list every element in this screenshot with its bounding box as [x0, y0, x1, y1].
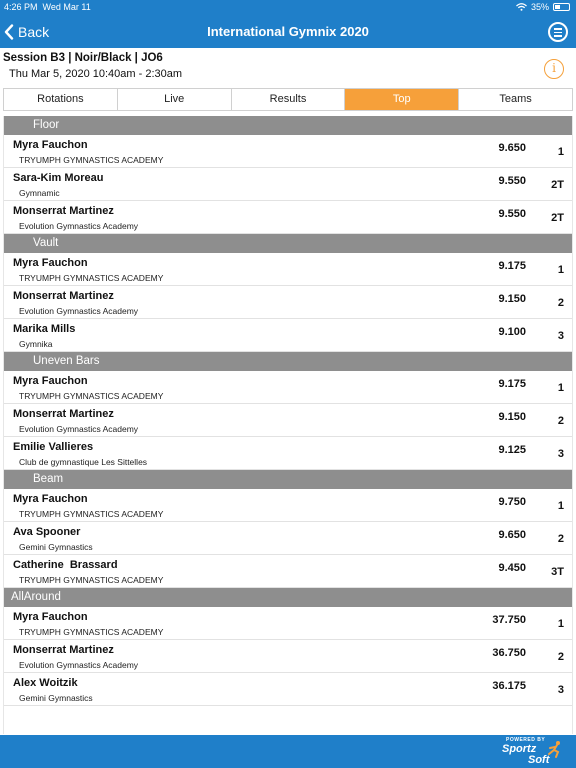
session-header: [0, 48, 576, 88]
athlete-name: Monserrat Martinez: [13, 205, 114, 217]
athlete-name: Emilie Vallieres: [13, 441, 94, 453]
athlete-club: TRYUMPH GYMNASTICS ACADEMY: [19, 273, 164, 283]
list-item[interactable]: [4, 286, 572, 319]
athlete-rank: 3: [557, 448, 564, 460]
athlete-score: 9.125: [498, 444, 526, 456]
athlete-rank: 2: [557, 297, 564, 309]
athlete-rank: 2T: [551, 212, 564, 224]
section-header-beam: Beam: [4, 470, 572, 489]
brand-logo[interactable]: [500, 737, 564, 767]
athlete-club: Evolution Gymnastics Academy: [19, 660, 139, 670]
athlete-name: Sara-Kim Moreau: [13, 172, 104, 184]
athlete-name: Monserrat Martinez: [13, 408, 114, 420]
athlete-name: Myra Fauchon: [13, 375, 88, 387]
list-item[interactable]: [4, 371, 572, 404]
athlete-club: Evolution Gymnastics Academy: [19, 221, 139, 231]
athlete-club: Gemini Gymnastics: [19, 542, 93, 552]
brand-name-part1: Sportz: [502, 743, 537, 755]
athlete-score: 9.750: [498, 496, 526, 508]
athlete-name: Myra Fauchon: [13, 493, 88, 505]
section-header-floor: Floor: [4, 116, 572, 135]
athlete-rank: 1: [557, 146, 564, 158]
list-item[interactable]: [4, 437, 572, 470]
status-right: [516, 2, 570, 12]
athlete-club: Evolution Gymnastics Academy: [19, 306, 139, 316]
athlete-score: 9.550: [498, 208, 526, 220]
tab-results[interactable]: Results: [232, 89, 346, 110]
athlete-club: Gymnika: [19, 339, 53, 349]
athlete-rank: 1: [557, 618, 564, 630]
session-datetime: Thu Mar 5, 2020 10:40am - 2:30am: [9, 68, 183, 80]
athlete-rank: 2T: [551, 179, 564, 191]
athlete-rank: 3: [557, 330, 564, 342]
athlete-score: 36.175: [492, 680, 526, 692]
athlete-name: Myra Fauchon: [13, 611, 88, 623]
athlete-rank: 3: [557, 684, 564, 696]
athlete-rank: 1: [557, 500, 564, 512]
athlete-score: 9.650: [498, 142, 526, 154]
powered-by-label: POWERED BY: [506, 737, 546, 743]
footer-bar: [0, 735, 576, 768]
section-header-allaround: AllAround: [4, 588, 572, 607]
athlete-score: 9.550: [498, 175, 526, 187]
athlete-score: 9.150: [498, 411, 526, 423]
nav-bar: [0, 16, 576, 48]
athlete-name: Alex Woitzik: [13, 677, 78, 689]
athlete-name: Catherine Brassard: [13, 559, 118, 571]
section-header-uneven-bars: Uneven Bars: [4, 352, 572, 371]
athlete-club: TRYUMPH GYMNASTICS ACADEMY: [19, 155, 164, 165]
list-item[interactable]: [4, 673, 572, 706]
athlete-rank: 2: [557, 415, 564, 427]
athlete-score: 9.175: [498, 260, 526, 272]
athlete-name: Monserrat Martinez: [13, 644, 114, 656]
back-label: Back: [18, 24, 50, 40]
list-item[interactable]: [4, 135, 572, 168]
athlete-club: TRYUMPH GYMNASTICS ACADEMY: [19, 391, 164, 401]
list-item[interactable]: [4, 201, 572, 234]
section-header-vault: Vault: [4, 234, 572, 253]
tab-bar: [3, 88, 573, 111]
info-icon[interactable]: i: [544, 59, 564, 79]
list-item[interactable]: [4, 319, 572, 352]
list-item[interactable]: [4, 489, 572, 522]
tab-top[interactable]: Top: [345, 89, 459, 110]
athlete-name: Marika Mills: [13, 323, 76, 335]
tab-teams[interactable]: Teams: [499, 93, 532, 105]
battery-percent: 35%: [530, 2, 549, 12]
athlete-name: Myra Fauchon: [13, 257, 88, 269]
status-bar: [0, 0, 576, 16]
athlete-club: TRYUMPH GYMNASTICS ACADEMY: [19, 575, 164, 585]
tab-live[interactable]: Live: [118, 89, 232, 110]
athlete-score: 36.750: [492, 647, 526, 659]
athlete-rank: 2: [557, 651, 564, 663]
athlete-rank: 2: [557, 533, 564, 545]
athlete-club: Gymnamic: [19, 188, 60, 198]
page-title: International Gymnix 2020: [207, 24, 369, 39]
athlete-rank: 3T: [551, 566, 564, 578]
list-item[interactable]: [4, 404, 572, 437]
results-list[interactable]: [3, 116, 573, 734]
athlete-club: TRYUMPH GYMNASTICS ACADEMY: [19, 627, 164, 637]
athlete-club: Evolution Gymnastics Academy: [19, 424, 139, 434]
menu-icon[interactable]: [548, 22, 568, 42]
wifi-icon: [516, 3, 527, 11]
list-item[interactable]: [4, 522, 572, 555]
athlete-club: TRYUMPH GYMNASTICS ACADEMY: [19, 509, 164, 519]
athlete-score: 9.175: [498, 378, 526, 390]
athlete-name: Myra Fauchon: [13, 139, 88, 151]
athlete-score: 9.100: [498, 326, 526, 338]
battery-icon: [553, 3, 570, 11]
list-item[interactable]: [4, 168, 572, 201]
brand-name-part2: Soft: [528, 754, 550, 766]
session-title: Session B3 | Noir/Black | JO6: [3, 52, 163, 64]
athlete-club: Gemini Gymnastics: [19, 693, 93, 703]
athlete-rank: 1: [557, 382, 564, 394]
athlete-name: Monserrat Martinez: [13, 290, 114, 302]
athlete-club: Club de gymnastique Les Sittelles: [19, 457, 148, 467]
list-item[interactable]: [4, 555, 572, 588]
athlete-rank: 1: [557, 264, 564, 276]
tab-rotations[interactable]: Rotations: [4, 89, 118, 110]
athlete-score: 9.450: [498, 562, 526, 574]
status-time: 4:26 PM Wed Mar 11: [4, 2, 91, 12]
list-item[interactable]: [4, 607, 572, 640]
athlete-score: 9.650: [498, 529, 526, 541]
athlete-score: 9.150: [498, 293, 526, 305]
runner-icon: [546, 740, 564, 758]
athlete-score: 37.750: [492, 614, 526, 626]
list-item[interactable]: [4, 253, 572, 286]
list-item[interactable]: [4, 640, 572, 673]
athlete-name: Ava Spooner: [13, 526, 81, 538]
